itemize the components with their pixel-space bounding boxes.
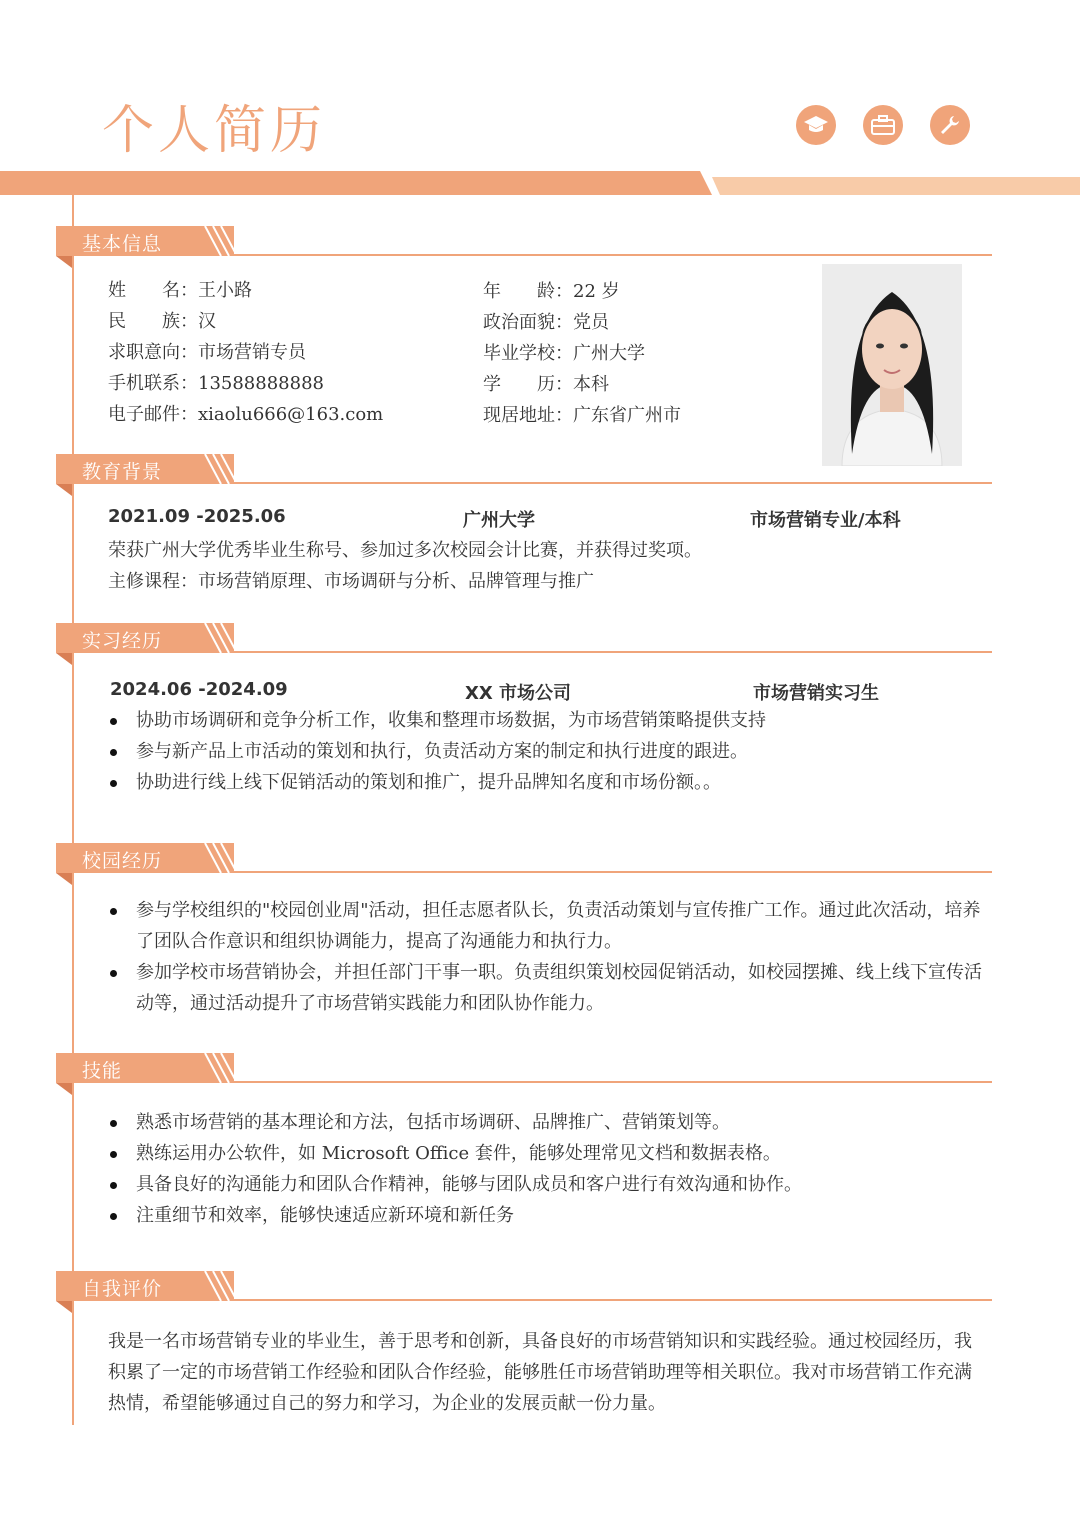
section-title: 教育背景 [82,461,163,483]
section-title: 基本信息 [82,233,163,255]
header-band-light [712,177,1080,195]
info-phone: 手机联系：13588888888 [108,373,324,394]
timeline-line [72,195,74,1425]
graduation-cap-icon [796,105,836,145]
stripe-decoration [201,1271,236,1301]
section-header-campus [56,843,992,873]
section-title: 自我评价 [82,1278,163,1300]
education-period: 2021.09 -2025.06 [108,506,286,527]
briefcase-icon [863,105,903,145]
info-degree: 学 历：本科 [483,374,609,395]
page-title: 个人简历 [102,101,327,161]
internship-item: 协助进行线上线下促销活动的策划和推广，提升品牌知名度和市场份额。。 [136,772,721,793]
internship-item: 协助市场调研和竞争分析工作，收集和整理市场数据，为市场营销策略提供支持 [136,710,766,731]
campus-item: 参与学校组织的"校园创业周"活动，担任志愿者队长，负责活动策划与宣传推广工作。通过此次活动，培养了团队合作意识和组织协调能力，提高了沟通能力和执行力。 [136,900,981,952]
info-intent: 求职意向：市场营销专员 [108,342,306,363]
education-school: 广州大学 [463,510,535,531]
education-major: 市场营销专业/本科 [750,510,901,531]
internship-role: 市场营销实习生 [753,683,879,704]
info-name: 姓 名：王小路 [108,280,252,301]
education-honor: 荣获广州大学优秀毕业生称号、参加过多次校园会计比赛，并获得过奖项。 [108,540,702,561]
wrench-icon [930,105,970,145]
self-evaluation-text: 我是一名市场营销专业的毕业生，善于思考和创新，具备良好的市场营销知识和实践经验。通过校园经历，我积累了一定的市场营销工作经验和团队合作经验，能够胜任市场营销助理等相关职位。我对市场营销工作充满热情，希望能够通过自己的努力和学习，为企业的发展贡献一份力量。 [108,1331,972,1414]
section-title: 技能 [82,1060,123,1082]
info-address: 现居地址：广东省广州市 [483,405,681,426]
stripe-decoration [201,623,236,653]
info-email: 电子邮件：xiaolu666@163.com [108,404,384,425]
section-title: 校园经历 [82,850,163,872]
section-header-internship [56,623,992,653]
stripe-decoration [201,843,236,873]
stripe-decoration [201,226,236,256]
section-header-skills [56,1053,992,1083]
section-header-education [56,454,992,484]
stripe-decoration [201,454,236,484]
section-title: 实习经历 [82,630,163,652]
stripe-decoration [201,1053,236,1083]
info-ethnic: 民 族：汉 [108,311,216,332]
section-header-self-eval [56,1271,992,1301]
internship-item: 参与新产品上市活动的策划和执行，负责活动方案的制定和执行进度的跟进。 [136,741,748,762]
info-age: 年 龄：22 岁 [483,281,620,302]
campus-item: 参加学校市场营销协会，并担任部门干事一职。负责组织策划校园促销活动，如校园摆摊、线上线下宣传活动等，通过活动提升了市场营销实践能力和团队协作能力。 [136,962,982,1014]
section-header-basic [56,226,992,256]
header-band [0,171,712,195]
skill-item: 熟悉市场营销的基本理论和方法，包括市场调研、品牌推广、营销策划等。 [136,1112,730,1133]
info-school: 毕业学校：广州大学 [483,343,645,364]
profile-photo [822,264,962,466]
skill-item: 熟练运用办公软件，如 Microsoft Office 套件，能够处理常见文档和数据表格。 [136,1143,781,1164]
education-courses: 主修课程：市场营销原理、市场调研与分析、品牌管理与推广 [108,571,594,592]
internship-period: 2024.06 -2024.09 [110,679,288,700]
skill-item: 注重细节和效率，能够快速适应新环境和新任务 [136,1205,514,1226]
skill-item: 具备良好的沟通能力和团队合作精神，能够与团队成员和客户进行有效沟通和协作。 [136,1174,802,1195]
internship-company: XX 市场公司 [465,683,572,704]
info-political: 政治面貌：党员 [483,312,609,333]
